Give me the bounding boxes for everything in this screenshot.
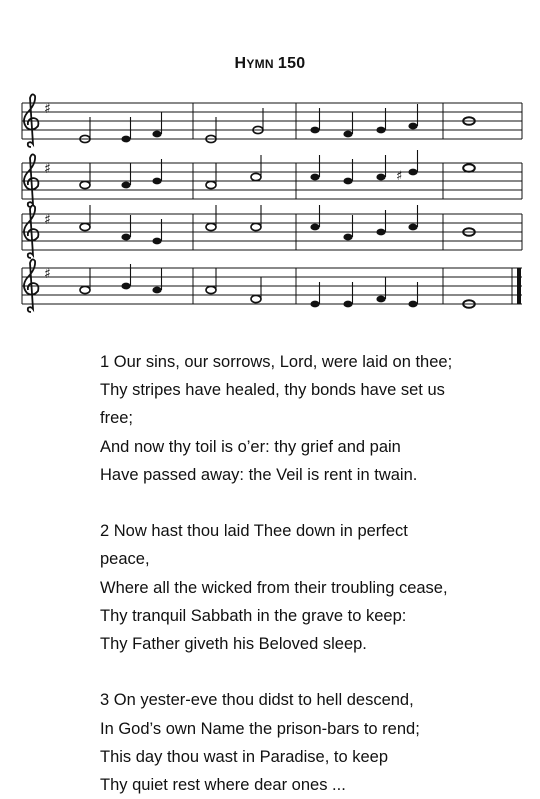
music-score bbox=[0, 0, 540, 330]
sharp-sign-icon: ♯ bbox=[44, 212, 51, 228]
lyric-line: Where all the wicked from their troubling cease, bbox=[100, 578, 448, 597]
lyric-line: This day thou wast in Paradise, to keep bbox=[100, 747, 388, 766]
final-barline bbox=[517, 268, 521, 304]
sharp-accidental-icon: ♯ bbox=[396, 169, 403, 184]
lyric-line: Thy quiet rest where dear ones ... bbox=[100, 776, 346, 795]
lyric-line: In God’s own Name the prison-bars to rend; bbox=[100, 719, 420, 738]
staff-2 bbox=[22, 163, 522, 199]
staff-1 bbox=[22, 103, 522, 139]
stanza-gap bbox=[100, 658, 520, 686]
hymn-title: HYMN 150 bbox=[234, 55, 306, 72]
sharp-sign-icon: ♯ bbox=[44, 266, 51, 282]
lyric-line: peace, bbox=[100, 550, 150, 569]
lyric-line: Thy stripes have healed, thy bonds have set us bbox=[100, 381, 445, 400]
notes-staff-2 bbox=[80, 150, 475, 189]
staff-4 bbox=[22, 268, 522, 304]
notes-staff-1 bbox=[80, 104, 475, 143]
staff-3 bbox=[22, 214, 522, 250]
sharp-sign-icon: ♯ bbox=[44, 161, 51, 177]
notes-staff-3 bbox=[80, 205, 475, 244]
lyric-line: 2 Now hast thou laid Thee down in perfect bbox=[100, 522, 408, 541]
sharp-sign-icon: ♯ bbox=[44, 101, 51, 117]
lyric-line: Thy tranquil Sabbath in the grave to keep: bbox=[100, 606, 407, 625]
lyric-line: 3 On yester-eve thou didst to hell descend, bbox=[100, 691, 414, 710]
stanza-gap bbox=[100, 489, 520, 517]
lyric-line: 1 Our sins, our sorrows, Lord, were laid on thee; bbox=[100, 353, 453, 371]
lyric-line: And now thy toil is o’er: thy grief and pain bbox=[100, 437, 401, 456]
lyric-line: Thy Father giveth his Beloved sleep. bbox=[100, 635, 367, 654]
lyric-line: Have passed away: the Veil is rent in twain. bbox=[100, 465, 418, 484]
lyric-line: free; bbox=[100, 409, 134, 428]
hymn-lyrics bbox=[100, 348, 520, 799]
